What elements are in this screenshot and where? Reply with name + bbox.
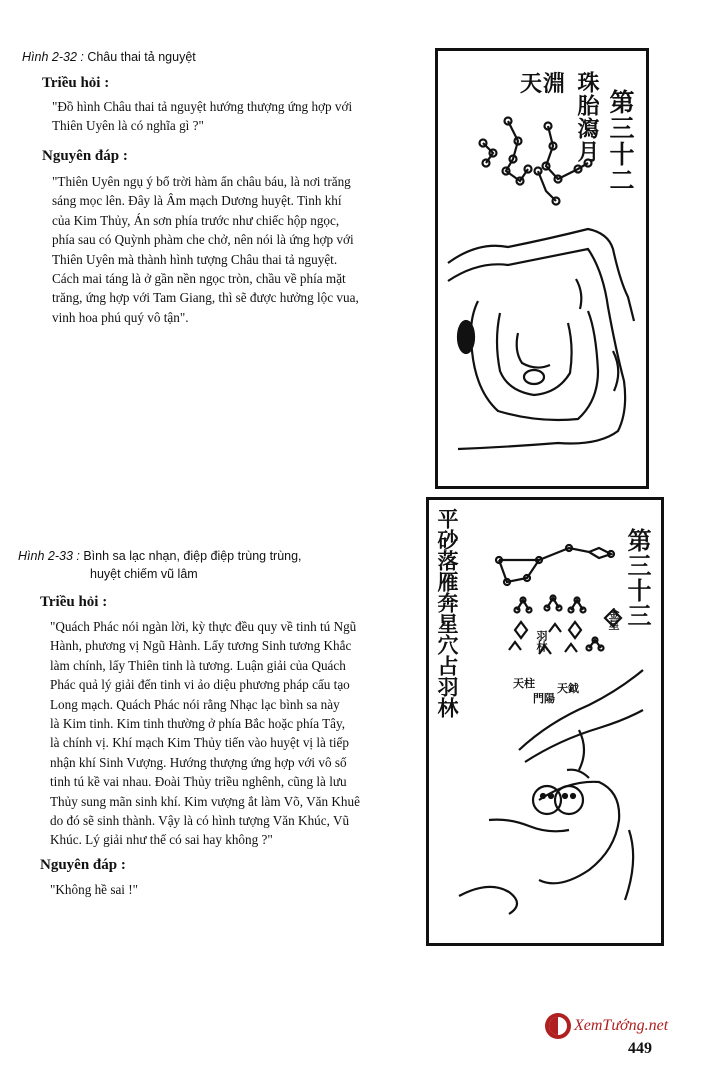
text-line: trăng, ứng hợp với Tam Giang, thì sẽ được hưởng lộc vua, xyxy=(52,290,359,306)
answer-heading: Nguyên đáp : xyxy=(42,148,128,164)
figure-name-text: 平砂落雁奔星穴占羽林 xyxy=(435,508,459,718)
figure-name-text: 珠胎瀉月 xyxy=(574,71,599,163)
text-line: Khúc. Lý giải như thế có sai hay không ?" xyxy=(50,832,273,848)
answer-text xyxy=(52,172,359,327)
label-text: 天鉞 xyxy=(557,682,579,695)
text-line: là chính vị. Khí mạch Kim Thủy tiến vào huyệt vị là tiếp xyxy=(50,735,349,751)
watermark-text: XemTướng.net xyxy=(574,1017,669,1034)
figure-drawing xyxy=(438,51,646,486)
text-line: Thiên Uyên là có nghĩa gì ?" xyxy=(52,118,204,134)
text-line: Cách mai táng là ở gần nền ngọc tròn, chầu về phía mặt xyxy=(52,271,346,287)
figure-sky-text: 天淵 xyxy=(519,72,566,97)
text-line: sáng mọc lên. Đây là Âm mạch Dương huyệt. Tinh khí xyxy=(52,193,342,209)
text-line: "Thiên Uyên ngụ ý bổ trời hàm ẩn châu báu, là nơi trăng xyxy=(52,174,351,189)
label-text: 羽林 xyxy=(535,630,548,652)
text-line: Thủy sung mãn sinh khí. Kim vượng ắt làm Võ, Văn Khuê xyxy=(50,793,360,809)
text-line: phía sau có Quỳnh phàm che chở, nên nói là ứng hợp với xyxy=(52,232,354,248)
text-line: của Kim Thủy, Án sơn phía trước như chiếc hộp ngọc, xyxy=(52,212,340,228)
question-text xyxy=(52,97,352,136)
answer-text: "Không hề sai !" xyxy=(50,882,139,897)
text-line: do đó sẽ sinh thành. Vậy là có hình tượng Văn Khúc, Vũ xyxy=(50,813,350,829)
text-line: Long mạch. Quách Phác nói rằng Nhạc lạc bình sa này xyxy=(50,696,340,712)
label-text: 門陽 xyxy=(533,692,555,705)
figure-caption-2-33 xyxy=(18,549,302,563)
figure-2-33-illustration xyxy=(426,497,664,946)
text-line: Phác quả lý giải đến tinh vi ảo diệu phương pháp cấu tạo xyxy=(50,677,350,693)
label-text: 金星 xyxy=(607,608,620,630)
answer-heading: Nguyên đáp : xyxy=(40,857,126,873)
figure-label: Hình 2-32 : xyxy=(22,50,84,64)
question-text xyxy=(50,617,360,850)
label-text: 天柱 xyxy=(513,677,535,690)
question-heading: Triều hỏi : xyxy=(40,594,108,610)
text-line: "Đồ hình Châu thai tả nguyệt hướng thượng ứng hợp với xyxy=(52,99,353,114)
text-line: tinh tú kề vai nhau. Đoài Thủy triều nghênh, cũng là lưu xyxy=(50,774,347,790)
text-line: Thiên Uyên mà thành hình tượng Châu thai tả nguyệt. xyxy=(52,251,338,267)
text-line: là Kim tinh. Kim tinh thường ở phía Bắc hoặc phía Tây, xyxy=(50,716,346,732)
figure-drawing xyxy=(429,500,661,943)
text-line: Hành, phương vị Ngũ Hành. Lấy tương Sinh tương Khắc xyxy=(50,638,352,654)
yin-yang-logo-icon xyxy=(545,1013,571,1039)
figure-label: Hình 2-33 : xyxy=(18,549,80,563)
figure-number-text: 第三十三 xyxy=(623,528,651,628)
question-heading: Triều hỏi : xyxy=(42,75,110,91)
text-line: nhận khí Sinh Vượng. Hướng thượng ứng hợp với vô số xyxy=(50,754,347,770)
figure-title: Châu thai tả nguyệt xyxy=(87,50,196,64)
figure-caption-2-32 xyxy=(22,50,196,64)
figure-title: Bình sa lạc nhạn, điệp điệp trùng trùng, xyxy=(83,549,302,563)
figure-title-line2: huyệt chiếm vũ lâm xyxy=(90,567,198,581)
page-number: 449 xyxy=(628,1040,652,1057)
figure-number-text: 第三十二 xyxy=(606,89,635,193)
text-line: vinh hoa phú quý vô tận". xyxy=(52,309,189,325)
text-line: làm chính, lấy Thiên tinh là tương. Luận giải của Quách xyxy=(50,657,346,673)
text-line: "Quách Phác nói ngàn lời, kỳ thực đều quy về tinh tú Ngũ xyxy=(50,619,357,634)
figure-2-32-illustration xyxy=(435,48,649,489)
